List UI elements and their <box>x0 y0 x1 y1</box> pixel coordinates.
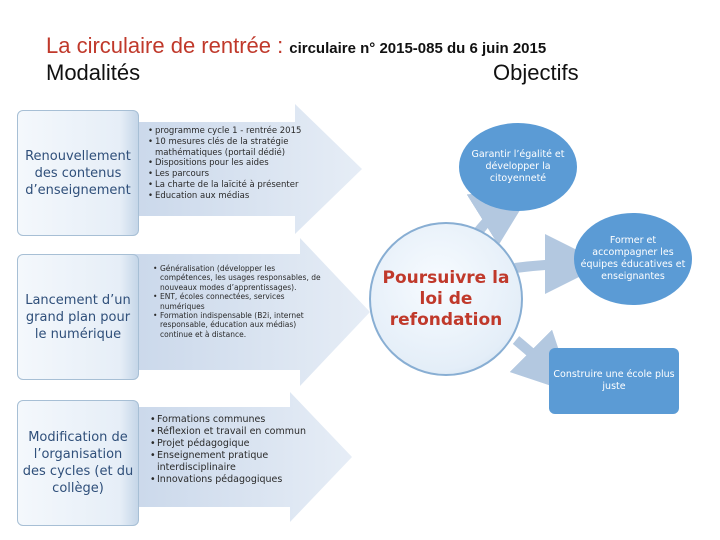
list-item: • Réflexion et travail en commun <box>150 426 330 438</box>
center-goal-circle <box>369 222 523 376</box>
list-item: • Formations communes <box>150 414 330 426</box>
list-numerique <box>153 264 328 339</box>
list-item: • Enseignement pratique interdisciplinaire <box>150 450 330 474</box>
modalite-box-contenus: Renouvellement des contenus d’enseignement <box>17 110 139 236</box>
title-main: La circulaire de rentrée : <box>46 33 284 58</box>
connector-to-objective-3 <box>516 340 552 372</box>
list-item: • Projet pédagogique <box>150 438 330 450</box>
list-item: • Formation indispensable (B2i, internet responsable, éducation aux médias) continue et à distance. <box>153 311 328 339</box>
objective-ecole-juste: Construire une école plus juste <box>549 348 679 414</box>
objective-egalite: Garantir l’égalité et développer la citoyenneté <box>459 123 577 211</box>
modalite-box-cycles: Modification de l’organisation des cycles (et du collège) <box>17 400 139 526</box>
list-item: • Les parcours <box>148 169 333 180</box>
list-item: • La charte de la laïcité à présenter <box>148 180 333 191</box>
list-cycles <box>150 414 330 486</box>
list-item: • programme cycle 1 - rentrée 2015 <box>148 126 333 137</box>
list-item: • Innovations pédagogiques <box>150 474 330 486</box>
list-item: • 10 mesures clés de la stratégie mathématiques (portail dédié) <box>148 137 333 159</box>
list-item: • ENT, écoles connectées, services numériques <box>153 292 328 311</box>
list-item: • Généralisation (développer les compétences, les usages responsables, de nouveaux modes d’apprentissages). <box>153 264 328 292</box>
center-goal-label: Poursuivre la loi de refondation <box>382 267 510 330</box>
objective-former: Former et accompagner les équipes éducatives et enseignantes <box>574 213 692 305</box>
list-item: • Education aux médias <box>148 191 333 202</box>
list-contenus <box>148 126 333 202</box>
modalites-heading: Modalités <box>46 60 141 85</box>
modalite-box-numerique: Lancement d’un grand plan pour le numérique <box>17 254 139 380</box>
title-sub: circulaire n° 2015-085 du 6 juin 2015 <box>289 40 547 57</box>
objectifs-heading: Objectifs <box>493 60 579 85</box>
list-item: • Dispositions pour les aides <box>148 158 333 169</box>
connector-to-objective-2 <box>515 264 575 268</box>
